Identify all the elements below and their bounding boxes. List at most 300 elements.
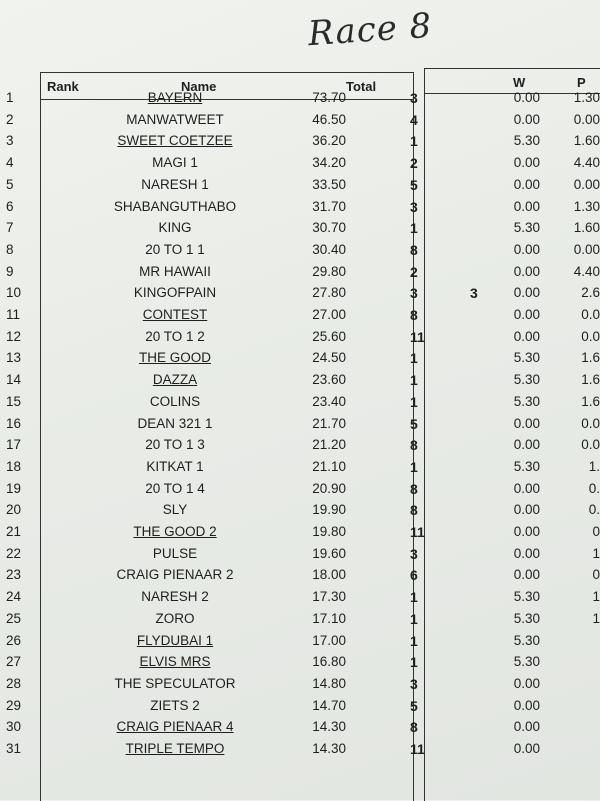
total-cell bbox=[286, 676, 346, 691]
table-row bbox=[0, 698, 600, 720]
win-cell bbox=[500, 155, 540, 170]
win-cell bbox=[500, 611, 540, 626]
place-cell-text: 0.0 bbox=[581, 328, 600, 344]
place-cell bbox=[560, 133, 600, 148]
table-row bbox=[0, 741, 600, 763]
name-cell-text: DAZZA bbox=[152, 372, 198, 388]
win-cell-text: 5.30 bbox=[513, 393, 540, 409]
selection-number-cell bbox=[410, 633, 432, 649]
total-cell bbox=[286, 437, 346, 452]
selection-number-cell bbox=[410, 90, 432, 106]
rank-cell-text: 24 bbox=[6, 589, 22, 605]
rank-cell bbox=[6, 242, 42, 257]
win-cell bbox=[500, 307, 540, 322]
place-cell-text: 0.0 bbox=[581, 415, 600, 431]
selection-number-cell bbox=[410, 676, 432, 692]
name-cell bbox=[60, 90, 290, 105]
name-cell-text: SWEET COETZEE bbox=[117, 133, 233, 149]
name-cell-text: 20 TO 1 3 bbox=[145, 437, 205, 453]
rank-cell-text: 17 bbox=[6, 437, 22, 453]
place-cell bbox=[560, 589, 600, 604]
rank-cell bbox=[6, 611, 42, 626]
place-cell-text: 0.0 bbox=[581, 307, 600, 322]
name-cell bbox=[60, 481, 290, 496]
place-cell-text: 0 bbox=[592, 567, 600, 583]
table-row bbox=[0, 589, 600, 611]
rank-cell bbox=[6, 698, 42, 713]
selection-number-cell-text: 8 bbox=[410, 437, 418, 454]
rank-cell-text: 25 bbox=[6, 610, 22, 626]
rank-cell-text: 15 bbox=[6, 393, 22, 409]
rank-cell-text: 21 bbox=[6, 524, 22, 539]
table-row bbox=[0, 264, 600, 286]
total-cell bbox=[286, 350, 346, 365]
selection-number-cell bbox=[410, 589, 432, 605]
win-cell bbox=[500, 502, 540, 517]
place-cell-text: 1.6 bbox=[581, 393, 600, 409]
rank-cell bbox=[6, 437, 42, 452]
win-cell bbox=[500, 329, 540, 344]
header-total: Total bbox=[346, 79, 377, 94]
place-cell bbox=[560, 285, 600, 300]
name-cell-text: SHABANGUTHABO bbox=[113, 198, 237, 214]
table-row bbox=[0, 329, 600, 351]
name-cell bbox=[60, 633, 290, 648]
selection-number-cell-text: 5 bbox=[410, 697, 418, 714]
place-cell-text: 1 bbox=[592, 610, 600, 626]
total-cell bbox=[286, 372, 346, 387]
name-cell-text: THE GOOD 2 bbox=[133, 524, 217, 539]
place-cell bbox=[560, 242, 600, 257]
name-cell bbox=[60, 589, 290, 604]
table-row bbox=[0, 90, 600, 112]
total-cell bbox=[286, 416, 346, 431]
win-cell bbox=[500, 285, 540, 300]
table-row bbox=[0, 481, 600, 503]
win-cell bbox=[500, 437, 540, 452]
rank-cell bbox=[6, 567, 42, 582]
win-cell-text: 5.30 bbox=[513, 220, 540, 236]
rank-cell bbox=[6, 199, 42, 214]
place-cell-text: 1.30 bbox=[573, 90, 600, 105]
rank-cell-text: 30 bbox=[6, 719, 22, 735]
selection-number-cell-text: 4 bbox=[410, 111, 418, 128]
rank-cell bbox=[6, 741, 42, 756]
win-cell bbox=[500, 459, 540, 474]
total-cell-text: 17.10 bbox=[312, 610, 346, 626]
total-cell-text: 36.20 bbox=[312, 133, 346, 149]
rank-cell bbox=[6, 524, 42, 539]
place-cell bbox=[560, 459, 600, 474]
header-rank: Rank bbox=[47, 79, 79, 94]
rank-cell-text: 18 bbox=[6, 458, 22, 474]
win-cell-text: 0.00 bbox=[513, 263, 540, 279]
total-cell-text: 21.10 bbox=[312, 458, 346, 474]
name-cell-text: KITKAT 1 bbox=[146, 458, 204, 474]
total-cell bbox=[286, 589, 346, 604]
total-cell-text: 73.70 bbox=[312, 90, 346, 105]
table-row bbox=[0, 133, 600, 155]
table-row bbox=[0, 307, 600, 329]
selection-number-cell bbox=[410, 220, 432, 236]
place-cell bbox=[560, 502, 600, 517]
win-cell bbox=[500, 372, 540, 387]
rank-cell bbox=[6, 654, 42, 669]
name-cell bbox=[60, 502, 290, 517]
total-cell-text: 14.80 bbox=[312, 675, 346, 691]
win-cell bbox=[500, 416, 540, 431]
rank-cell bbox=[6, 285, 42, 300]
rank-cell bbox=[6, 719, 42, 734]
selection-number-cell bbox=[410, 242, 432, 258]
selection-number-cell bbox=[410, 307, 432, 323]
total-cell-text: 30.70 bbox=[312, 220, 346, 236]
win-cell-text: 0.00 bbox=[513, 90, 540, 105]
rank-cell-text: 2 bbox=[6, 111, 14, 127]
rank-cell-text: 10 bbox=[6, 285, 22, 301]
rank-cell bbox=[6, 676, 42, 691]
rank-cell-text: 20 bbox=[6, 502, 22, 518]
table-row bbox=[0, 155, 600, 177]
name-cell bbox=[60, 437, 290, 452]
name-cell bbox=[60, 133, 290, 148]
name-cell bbox=[60, 112, 290, 127]
place-cell-text: 0. bbox=[588, 502, 600, 518]
total-cell bbox=[286, 502, 346, 517]
name-cell-text: ELVIS MRS bbox=[139, 654, 211, 670]
win-cell bbox=[500, 676, 540, 691]
selection-number-cell bbox=[410, 133, 432, 149]
name-cell bbox=[60, 698, 290, 713]
name-cell-text: THE GOOD bbox=[138, 350, 211, 366]
win-cell bbox=[500, 719, 540, 734]
total-cell-text: 20.90 bbox=[312, 480, 346, 496]
name-cell-text: CRAIG PIENAAR 4 bbox=[116, 719, 234, 735]
table-row bbox=[0, 372, 600, 394]
name-cell bbox=[60, 676, 290, 691]
total-cell-text: 16.80 bbox=[312, 654, 346, 670]
table-row bbox=[0, 177, 600, 199]
total-cell-text: 46.50 bbox=[312, 111, 346, 127]
place-cell-text: 0.00 bbox=[573, 241, 600, 257]
win-cell bbox=[500, 698, 540, 713]
place-cell-text: 0.0 bbox=[581, 437, 600, 453]
place-cell bbox=[560, 416, 600, 431]
rank-cell bbox=[6, 459, 42, 474]
rank-cell-text: 6 bbox=[6, 198, 14, 214]
name-cell bbox=[60, 329, 290, 344]
selection-number-cell-text: 2 bbox=[410, 263, 418, 280]
selection-number-cell-text: 8 bbox=[410, 307, 418, 323]
total-cell bbox=[286, 155, 346, 170]
place-cell-text: 4.40 bbox=[573, 155, 600, 171]
table-row bbox=[0, 285, 600, 307]
total-cell-text: 33.50 bbox=[312, 176, 346, 192]
total-cell-text: 23.60 bbox=[312, 372, 346, 388]
win-cell-text: 0.00 bbox=[513, 437, 540, 453]
name-cell-text: 20 TO 1 2 bbox=[145, 328, 205, 344]
place-cell bbox=[560, 481, 600, 496]
name-cell bbox=[60, 524, 290, 539]
name-cell bbox=[60, 459, 290, 474]
name-cell bbox=[60, 350, 290, 365]
selection-number-cell bbox=[410, 719, 432, 735]
place-cell-text: 4.40 bbox=[573, 263, 600, 279]
win-cell-text: 0.00 bbox=[513, 480, 540, 496]
win-cell-text: 0.00 bbox=[513, 155, 540, 171]
table-row bbox=[0, 567, 600, 589]
total-cell-text: 25.60 bbox=[312, 328, 346, 344]
rank-cell bbox=[6, 350, 42, 365]
selection-number-cell-text: 8 bbox=[410, 241, 418, 258]
name-cell bbox=[60, 611, 290, 626]
name-cell bbox=[60, 264, 290, 279]
place-cell-text: 1.6 bbox=[581, 372, 600, 388]
selection-number-cell-text: 1 bbox=[410, 458, 418, 475]
table-row bbox=[0, 437, 600, 459]
total-cell bbox=[286, 741, 346, 756]
win-cell-text: 5.30 bbox=[513, 372, 540, 388]
name-cell-text: NARESH 2 bbox=[141, 589, 209, 605]
total-cell bbox=[286, 719, 346, 734]
selection-number-cell-text: 1 bbox=[410, 393, 418, 410]
table-row bbox=[0, 524, 600, 546]
rank-cell bbox=[6, 589, 42, 604]
win-cell-text: 5.30 bbox=[513, 458, 540, 474]
selection-number-cell bbox=[410, 698, 432, 714]
name-cell bbox=[60, 242, 290, 257]
selection-number-cell bbox=[410, 264, 432, 280]
win-cell-text: 0.00 bbox=[513, 545, 540, 561]
win-cell-text: 5.30 bbox=[513, 589, 540, 605]
table-row bbox=[0, 242, 600, 264]
table-row bbox=[0, 220, 600, 242]
place-cell-text: 1.30 bbox=[573, 198, 600, 214]
win-cell-text: 5.30 bbox=[513, 654, 540, 670]
win-cell-text: 0.00 bbox=[513, 741, 540, 756]
extra-number-cell bbox=[470, 285, 492, 301]
win-cell-text: 0.00 bbox=[513, 697, 540, 713]
rank-cell bbox=[6, 133, 42, 148]
rank-cell-text: 14 bbox=[6, 372, 22, 388]
place-cell bbox=[560, 112, 600, 127]
win-cell bbox=[500, 394, 540, 409]
table-row bbox=[0, 112, 600, 134]
name-cell bbox=[60, 394, 290, 409]
rank-cell-text: 7 bbox=[6, 220, 14, 236]
win-cell bbox=[500, 741, 540, 756]
name-cell bbox=[60, 199, 290, 214]
name-cell-text: NARESH 1 bbox=[141, 176, 209, 192]
total-cell-text: 31.70 bbox=[312, 198, 346, 214]
place-cell bbox=[560, 177, 600, 192]
place-cell-text: 1.60 bbox=[573, 220, 600, 236]
name-cell-text: KING bbox=[158, 220, 192, 236]
rank-cell bbox=[6, 112, 42, 127]
selection-number-cell-text: 8 bbox=[410, 480, 418, 497]
win-cell-text: 5.30 bbox=[513, 133, 540, 149]
place-cell bbox=[560, 567, 600, 582]
total-cell bbox=[286, 546, 346, 561]
win-cell bbox=[500, 589, 540, 604]
name-cell bbox=[60, 307, 290, 322]
rank-cell bbox=[6, 329, 42, 344]
place-cell bbox=[560, 546, 600, 561]
selection-number-cell bbox=[410, 741, 432, 757]
selection-number-cell-text: 1 bbox=[410, 133, 418, 150]
total-cell-text: 27.00 bbox=[312, 307, 346, 322]
rank-cell bbox=[6, 155, 42, 170]
rank-cell-text: 11 bbox=[6, 307, 21, 322]
header-w: W bbox=[513, 75, 526, 90]
selection-number-cell-text: 3 bbox=[410, 90, 418, 106]
selection-number-cell-text: 8 bbox=[410, 719, 418, 736]
place-cell-text: 1. bbox=[588, 458, 600, 474]
selection-number-cell-text: 1 bbox=[410, 632, 418, 649]
total-cell bbox=[286, 329, 346, 344]
selection-number-cell bbox=[410, 155, 432, 171]
selection-number-cell-text: 8 bbox=[410, 502, 418, 519]
table-row bbox=[0, 502, 600, 524]
total-cell-text: 23.40 bbox=[312, 393, 346, 409]
name-cell-text: CONTEST bbox=[142, 307, 208, 322]
selection-number-cell bbox=[410, 199, 432, 215]
place-cell bbox=[560, 90, 600, 105]
selection-number-cell bbox=[410, 654, 432, 670]
total-cell bbox=[286, 177, 346, 192]
rank-cell bbox=[6, 372, 42, 387]
table-row bbox=[0, 633, 600, 655]
win-cell bbox=[500, 220, 540, 235]
name-cell-text: MR HAWAII bbox=[139, 263, 211, 279]
place-cell bbox=[560, 350, 600, 365]
name-cell-text: MANWATWEET bbox=[126, 111, 224, 127]
total-cell-text: 34.20 bbox=[312, 155, 346, 171]
win-cell-text: 0.00 bbox=[513, 502, 540, 518]
rank-cell-text: 22 bbox=[6, 545, 22, 561]
total-cell bbox=[286, 567, 346, 582]
total-cell bbox=[286, 133, 346, 148]
selection-number-cell-text: 1 bbox=[410, 654, 418, 671]
win-cell-text: 0.00 bbox=[513, 307, 540, 322]
selection-number-cell-text: 2 bbox=[410, 155, 418, 172]
win-cell bbox=[500, 546, 540, 561]
table-row bbox=[0, 199, 600, 221]
place-cell bbox=[560, 394, 600, 409]
name-cell-text: 20 TO 1 4 bbox=[145, 480, 205, 496]
win-cell-text: 0.00 bbox=[513, 241, 540, 257]
selection-number-cell bbox=[410, 285, 432, 301]
name-cell-text: ZIETS 2 bbox=[150, 697, 200, 713]
name-cell-text: SLY bbox=[162, 502, 188, 518]
win-cell-text: 0.00 bbox=[513, 111, 540, 127]
rank-cell-text: 5 bbox=[6, 176, 14, 192]
name-cell-text: MAGI 1 bbox=[152, 155, 198, 171]
win-cell-text: 0.00 bbox=[513, 285, 540, 301]
place-cell-text: 1 bbox=[592, 589, 600, 605]
header-name: Name bbox=[181, 79, 217, 94]
place-cell-text: 1.6 bbox=[581, 350, 600, 366]
total-cell-text: 19.80 bbox=[312, 524, 346, 539]
win-cell bbox=[500, 90, 540, 105]
rank-cell bbox=[6, 633, 42, 648]
total-cell bbox=[286, 199, 346, 214]
win-cell bbox=[500, 524, 540, 539]
win-cell bbox=[500, 264, 540, 279]
name-cell-text: DEAN 321 1 bbox=[137, 415, 213, 431]
total-cell bbox=[286, 242, 346, 257]
total-cell bbox=[286, 394, 346, 409]
place-cell-text: 0.00 bbox=[573, 111, 600, 127]
total-cell-text: 17.30 bbox=[312, 589, 346, 605]
name-cell-text: COLINS bbox=[149, 393, 201, 409]
selection-number-cell bbox=[410, 329, 432, 345]
win-cell-text: 0.00 bbox=[513, 328, 540, 344]
total-cell bbox=[286, 307, 346, 322]
place-cell bbox=[560, 611, 600, 626]
win-cell bbox=[500, 199, 540, 214]
total-cell-text: 21.20 bbox=[312, 437, 346, 453]
selection-number-cell-text: 3 bbox=[410, 675, 418, 692]
rank-cell-text: 8 bbox=[6, 241, 14, 257]
selection-number-cell bbox=[410, 481, 432, 497]
name-cell-text: BAYERN bbox=[147, 90, 203, 105]
selection-number-cell bbox=[410, 524, 432, 540]
total-cell bbox=[286, 264, 346, 279]
place-cell bbox=[560, 437, 600, 452]
win-cell bbox=[500, 133, 540, 148]
selection-number-cell-text: 3 bbox=[410, 285, 418, 302]
total-cell bbox=[286, 698, 346, 713]
rank-cell-text: 16 bbox=[6, 415, 22, 431]
total-cell-text: 29.80 bbox=[312, 263, 346, 279]
total-cell bbox=[286, 285, 346, 300]
place-cell-text: 1.60 bbox=[573, 133, 600, 149]
rank-cell-text: 26 bbox=[6, 632, 22, 648]
total-cell bbox=[286, 90, 346, 105]
selection-number-cell-text: 11 bbox=[410, 741, 425, 757]
total-cell-text: 14.70 bbox=[312, 697, 346, 713]
total-cell-text: 17.00 bbox=[312, 632, 346, 648]
rank-cell-text: 19 bbox=[6, 480, 22, 496]
table-row bbox=[0, 459, 600, 481]
win-cell-text: 0.00 bbox=[513, 567, 540, 583]
rank-cell-text: 9 bbox=[6, 263, 14, 279]
total-cell-text: 18.00 bbox=[312, 567, 346, 583]
win-cell bbox=[500, 567, 540, 582]
selection-number-cell-text: 5 bbox=[410, 415, 418, 432]
win-cell bbox=[500, 654, 540, 669]
place-cell bbox=[560, 220, 600, 235]
selection-number-cell bbox=[410, 112, 432, 128]
win-cell-text: 0.00 bbox=[513, 675, 540, 691]
win-cell bbox=[500, 112, 540, 127]
selection-number-cell-text: 1 bbox=[410, 350, 418, 367]
name-cell bbox=[60, 719, 290, 734]
name-cell bbox=[60, 654, 290, 669]
rank-cell-text: 12 bbox=[6, 328, 22, 344]
selection-number-cell bbox=[410, 459, 432, 475]
selection-number-cell bbox=[410, 350, 432, 366]
rank-cell-text: 31 bbox=[6, 741, 22, 756]
total-cell bbox=[286, 481, 346, 496]
place-cell-text: 0.00 bbox=[573, 176, 600, 192]
place-cell bbox=[560, 307, 600, 322]
selection-number-cell bbox=[410, 502, 432, 518]
total-cell-text: 14.30 bbox=[312, 741, 346, 756]
name-cell-text: THE SPECULATOR bbox=[114, 675, 236, 691]
rank-cell bbox=[6, 394, 42, 409]
